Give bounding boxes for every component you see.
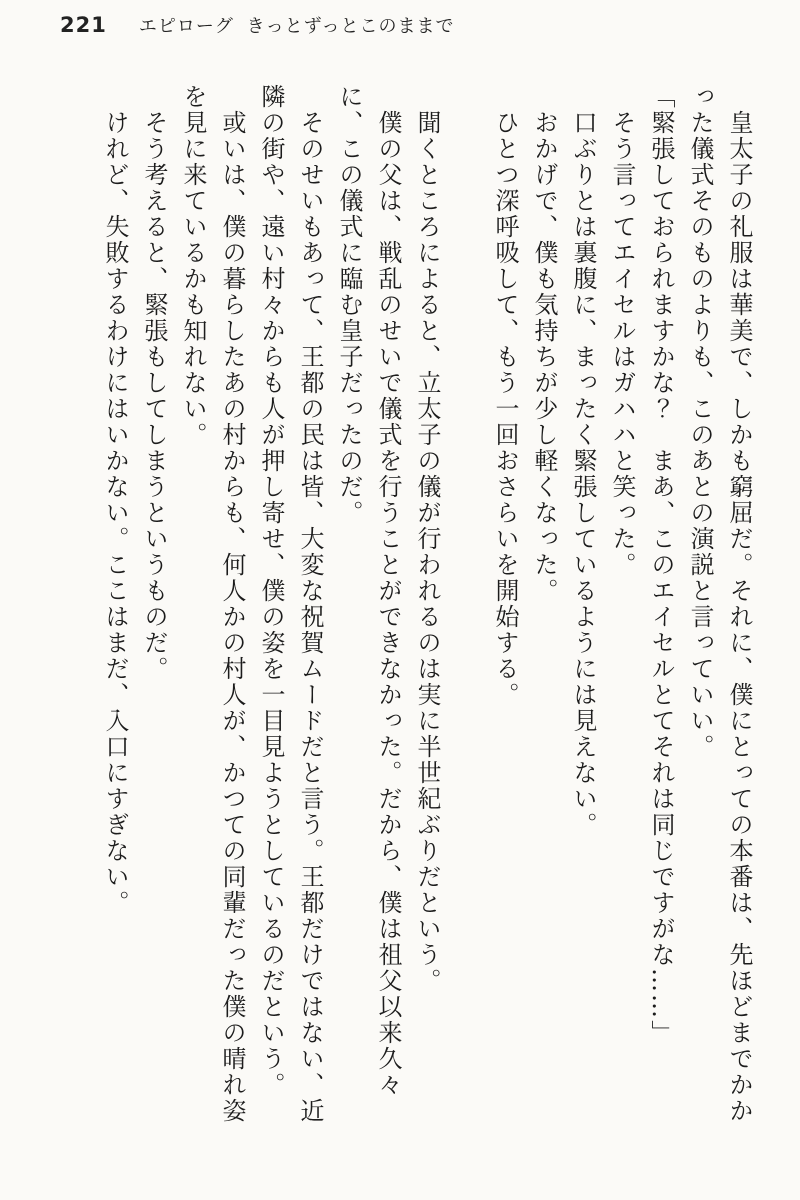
paragraph: 「緊張しておられますかな？ まあ、このエイセルとてそれは同じですがな……」 — [647, 84, 675, 1046]
vertical-text-block — [95, 84, 758, 1130]
paragraph: 口ぶりとは裏腹に、まったく緊張しているようには見えない。 — [569, 84, 597, 838]
paragraph: けれど、失敗するわけにはいかない。ここはまだ、入口にすぎない。 — [101, 84, 129, 916]
page-number: 221 — [60, 13, 107, 37]
paragraph: そう言ってエイセルはガハハと笑った。 — [608, 84, 636, 578]
paragraph: 皇太子の礼服は華美で、しかも窮屈だ。それに、僕にとっての本番は、先ほどまでかかった儀式そのものよりも、このあとの演説と言っていい。 — [686, 84, 753, 1124]
paragraph: 聞くところによると、立太子の儀が行われるのは実に半世紀ぶりだという。 — [413, 84, 441, 994]
chapter-title: エピローグ きっとずっとこのままで — [138, 16, 455, 37]
paragraph: 僕の父は、戦乱のせいで儀式を行うことができなかった。だから、僕は祖父以来久々に、この儀式に臨む皇子だったのだ。 — [335, 84, 402, 1098]
paragraph: そう考えると、緊張もしてしまうというものだ。 — [140, 84, 168, 682]
paragraph: ひとつ深呼吸して、もう一回おさらいを開始する。 — [491, 84, 519, 708]
paragraph: おかげで、僕も気持ちが少し軽くなった。 — [530, 84, 558, 604]
paragraph: 或いは、僕の暮らしたあの村からも、何人かの村人が、かつての同輩だった僕の晴れ姿を見に来ているかも知れない。 — [179, 84, 246, 1124]
running-head — [60, 12, 454, 38]
paragraph: そのせいもあって、王都の民は皆、大変な祝賀ムードだと言う。王都だけではない、近隣の街や、遠い村々からも人が押し寄せ、僕の姿を一目見ようとしているのだという。 — [257, 84, 324, 1124]
